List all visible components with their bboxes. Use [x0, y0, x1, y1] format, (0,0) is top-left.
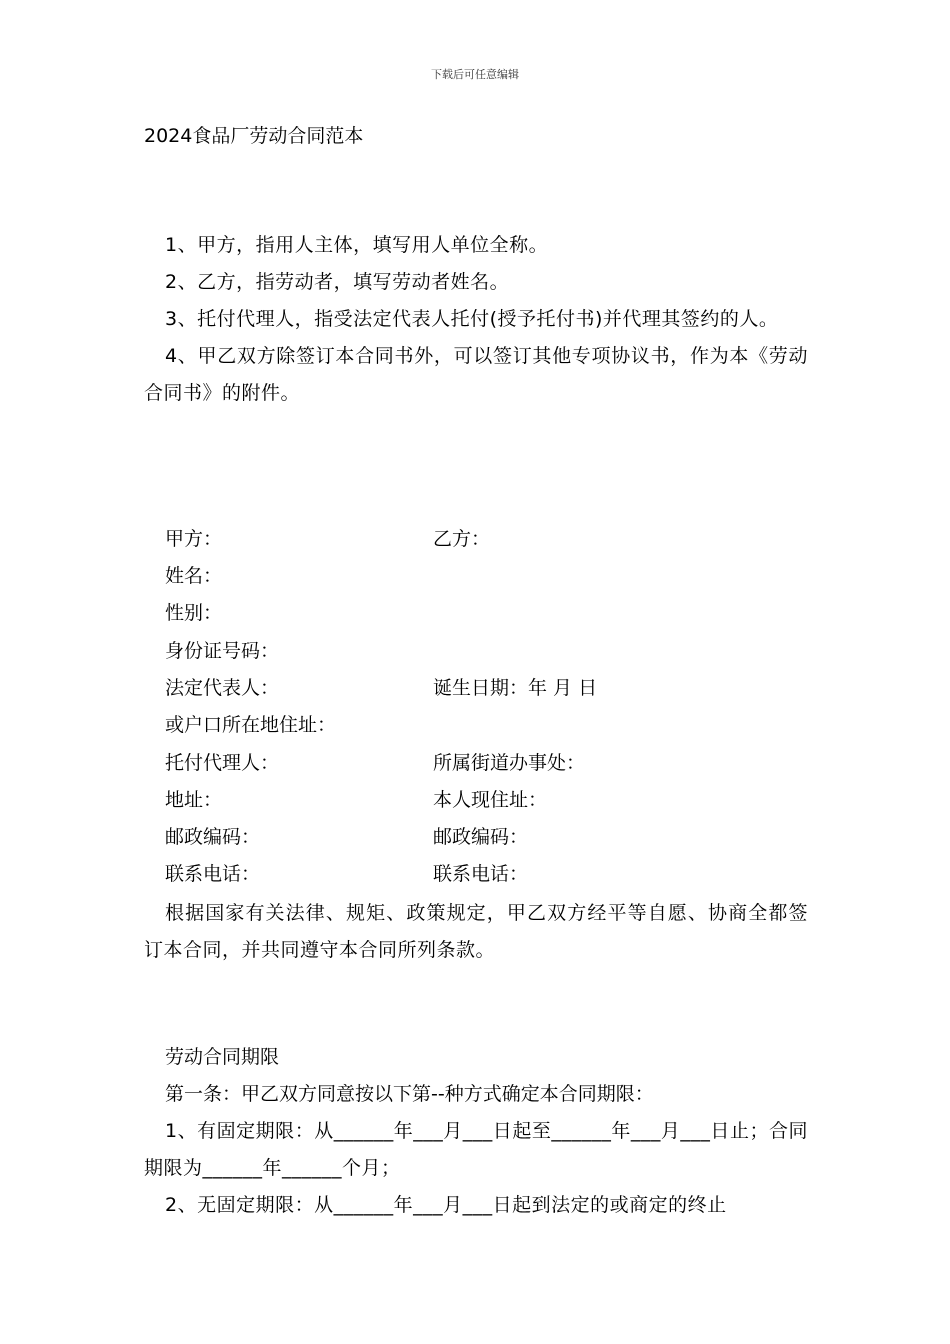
term-item-open: 2、无固定期限：从______年___月___日起到法定的或商定的终止 [165, 1194, 727, 1216]
legal-representative-label: 法定代表人： [165, 677, 280, 699]
agreement-section [144, 895, 808, 969]
household-address-label: 或户口所在地住址： [165, 714, 337, 736]
article-1: 第一条：甲乙双方同意按以下第--种方式确定本合同期限： [165, 1083, 654, 1105]
name-label: 姓名： [165, 565, 223, 587]
agent-label: 托付代理人： [165, 752, 280, 774]
note-3: 3、托付代理人，指受法定代表人托付(授予托付书)并代理其签约的人。 [165, 308, 779, 330]
header-note: 下载后可任意编辑 [431, 68, 519, 81]
gender-label: 性别： [165, 602, 223, 624]
id-number-label: 身份证号码： [165, 640, 280, 662]
note-2: 2、乙方，指劳动者，填写劳动者姓名。 [165, 271, 510, 293]
document-title: 2024食品厂劳动合同范本 [144, 125, 364, 147]
current-address-label: 本人现住址： [433, 789, 548, 811]
agreement-paragraph: 根据国家有关法律、规矩、政策规定，甲乙双方经平等自愿、协商全都签订本合同，并共同遵守本合同所列条款。 [144, 902, 808, 961]
phone-label-b: 联系电话： [433, 863, 529, 885]
address-label: 地址： [165, 789, 223, 811]
term-items [144, 1113, 808, 1224]
birth-date-label: 诞生日期：年 月 日 [433, 677, 598, 699]
street-office-label: 所属街道办事处： [433, 752, 586, 774]
postal-code-label-b: 邮政编码： [433, 826, 529, 848]
note-1: 1、甲方，指用人主体，填写用人单位全称。 [165, 234, 549, 256]
phone-label-a: 联系电话： [165, 863, 261, 885]
party-b-label: 乙方： [433, 528, 491, 550]
party-a-label: 甲方： [165, 528, 223, 550]
term-item-fixed: 1、有固定期限：从______年___月___日起至______年___月___日止；合同期限为______年______个月； [144, 1120, 808, 1179]
section-title: 劳动合同期限 [165, 1046, 280, 1068]
postal-code-label-a: 邮政编码： [165, 826, 261, 848]
note-4: 4、甲乙双方除签订本合同书外，可以签订其他专项协议书，作为本《劳动合同书》的附件。 [144, 345, 808, 404]
notes-section [144, 227, 808, 412]
